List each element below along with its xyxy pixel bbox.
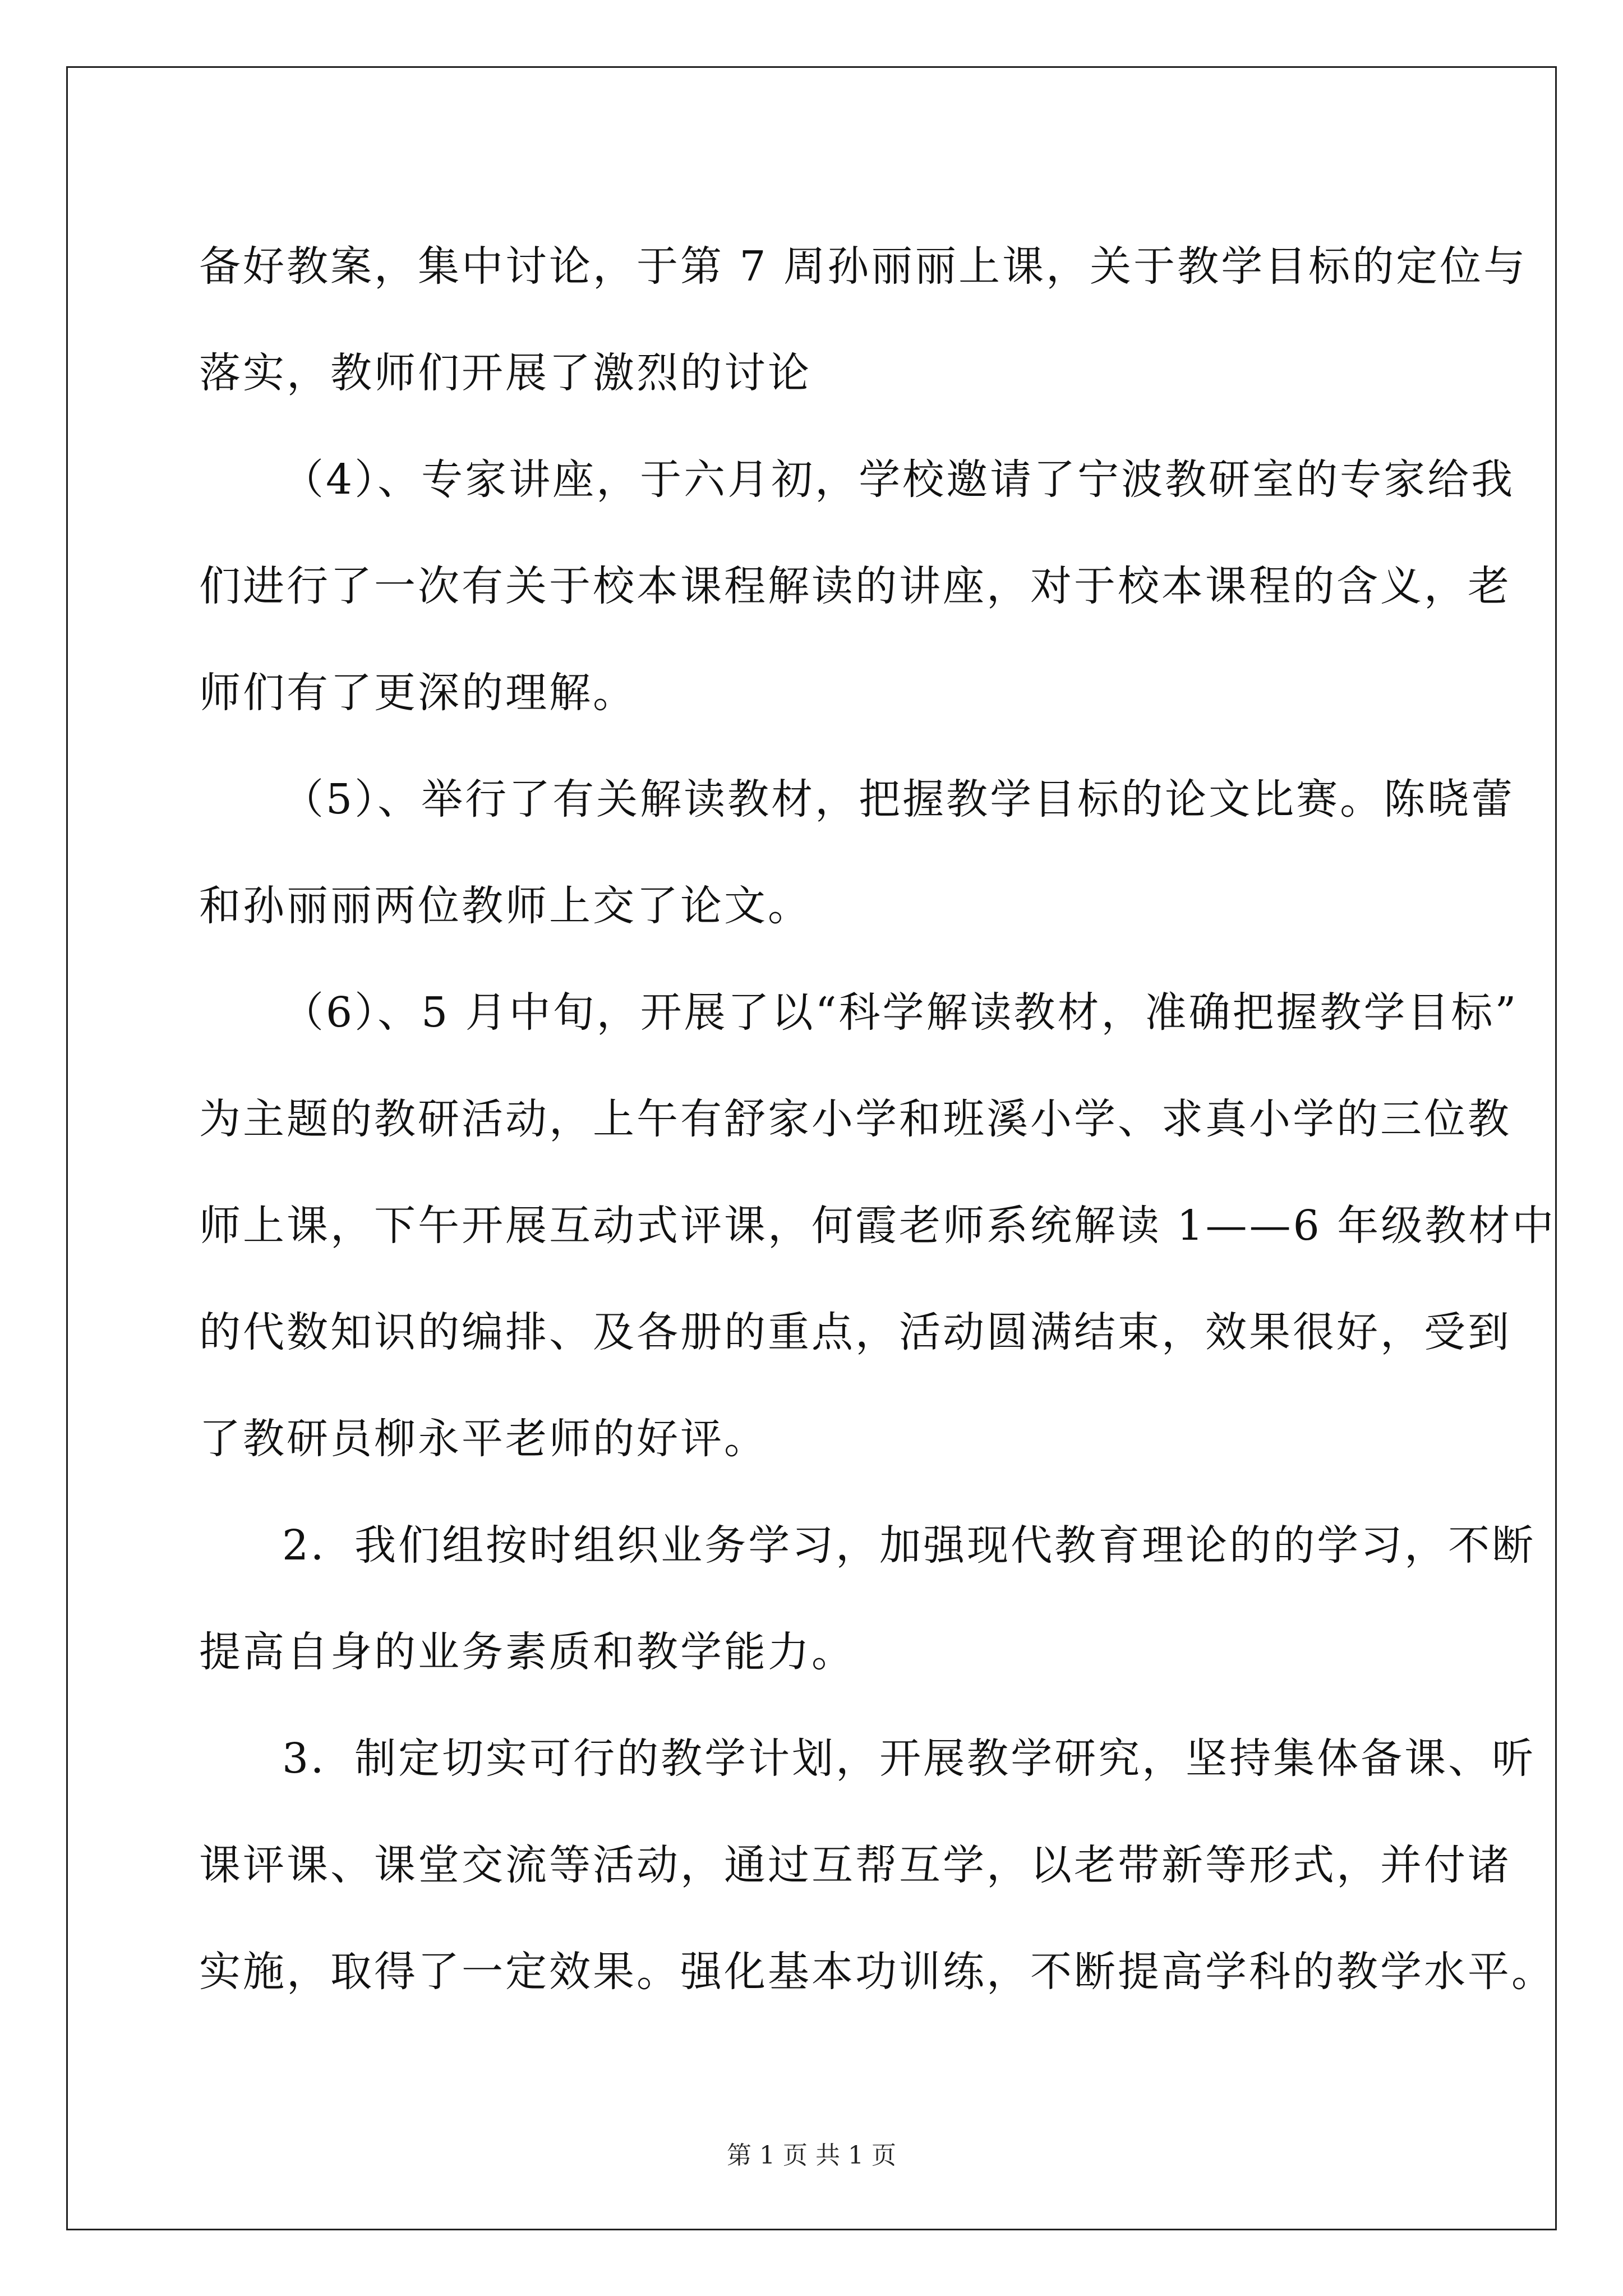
page-number: 第 1 页 共 1 页 (727, 2141, 896, 2170)
text-line: （4）、专家讲座，于六月初，学校邀请了宁波教研室的专家给我 (282, 455, 1515, 504)
text-line: 为主题的教研活动，上午有舒家小学和班溪小学、求真小学的三位教 (199, 1095, 1511, 1143)
text-line: 们进行了一次有关于校本课程解读的讲座，对于校本课程的含义，老 (199, 562, 1511, 610)
text-line: 的代数知识的编排、及各册的重点，活动圆满结束，效果很好，受到 (199, 1308, 1511, 1356)
text-line: 师们有了更深的理解。 (199, 669, 637, 717)
document-text (199, 213, 1556, 2025)
text-line: 师上课，下午开展互动式评课，何霞老师系统解读 1——6 年级教材中 (199, 1202, 1556, 1250)
text-line: （6）、5 月中旬，开展了以“科学解读教材，准确把握教学目标” (282, 988, 1519, 1037)
text-line: 备好教案，集中讨论，于第 7 周孙丽丽上课，关于教学目标的定位与 (199, 242, 1528, 291)
text-line: （5）、举行了有关解读教材，把握教学目标的论文比赛。陈晓蕾 (282, 775, 1515, 823)
text-line: 课评课、课堂交流等活动，通过互帮互学，以老带新等形式，并付诸 (199, 1841, 1511, 1889)
text-line: 提高自身的业务素质和教学能力。 (199, 1628, 855, 1676)
text-line: 3．制定切实可行的教学计划，开展教学研究，坚持集体备课、听 (282, 1734, 1536, 1783)
text-line: 2．我们组按时组织业务学习，加强现代教育理论的的学习，不断 (282, 1521, 1536, 1570)
document-body (199, 213, 1556, 2025)
text-line: 实施，取得了一定效果。强化基本功训练，不断提高学科的教学水平。 (199, 1948, 1555, 1996)
text-line: 落实，教师们开展了激烈的讨论 (199, 349, 811, 397)
text-line: 和孙丽丽两位教师上交了论文。 (199, 882, 811, 930)
page-footer (0, 2135, 1623, 2171)
text-line: 了教研员柳永平老师的好评。 (199, 1415, 768, 1463)
